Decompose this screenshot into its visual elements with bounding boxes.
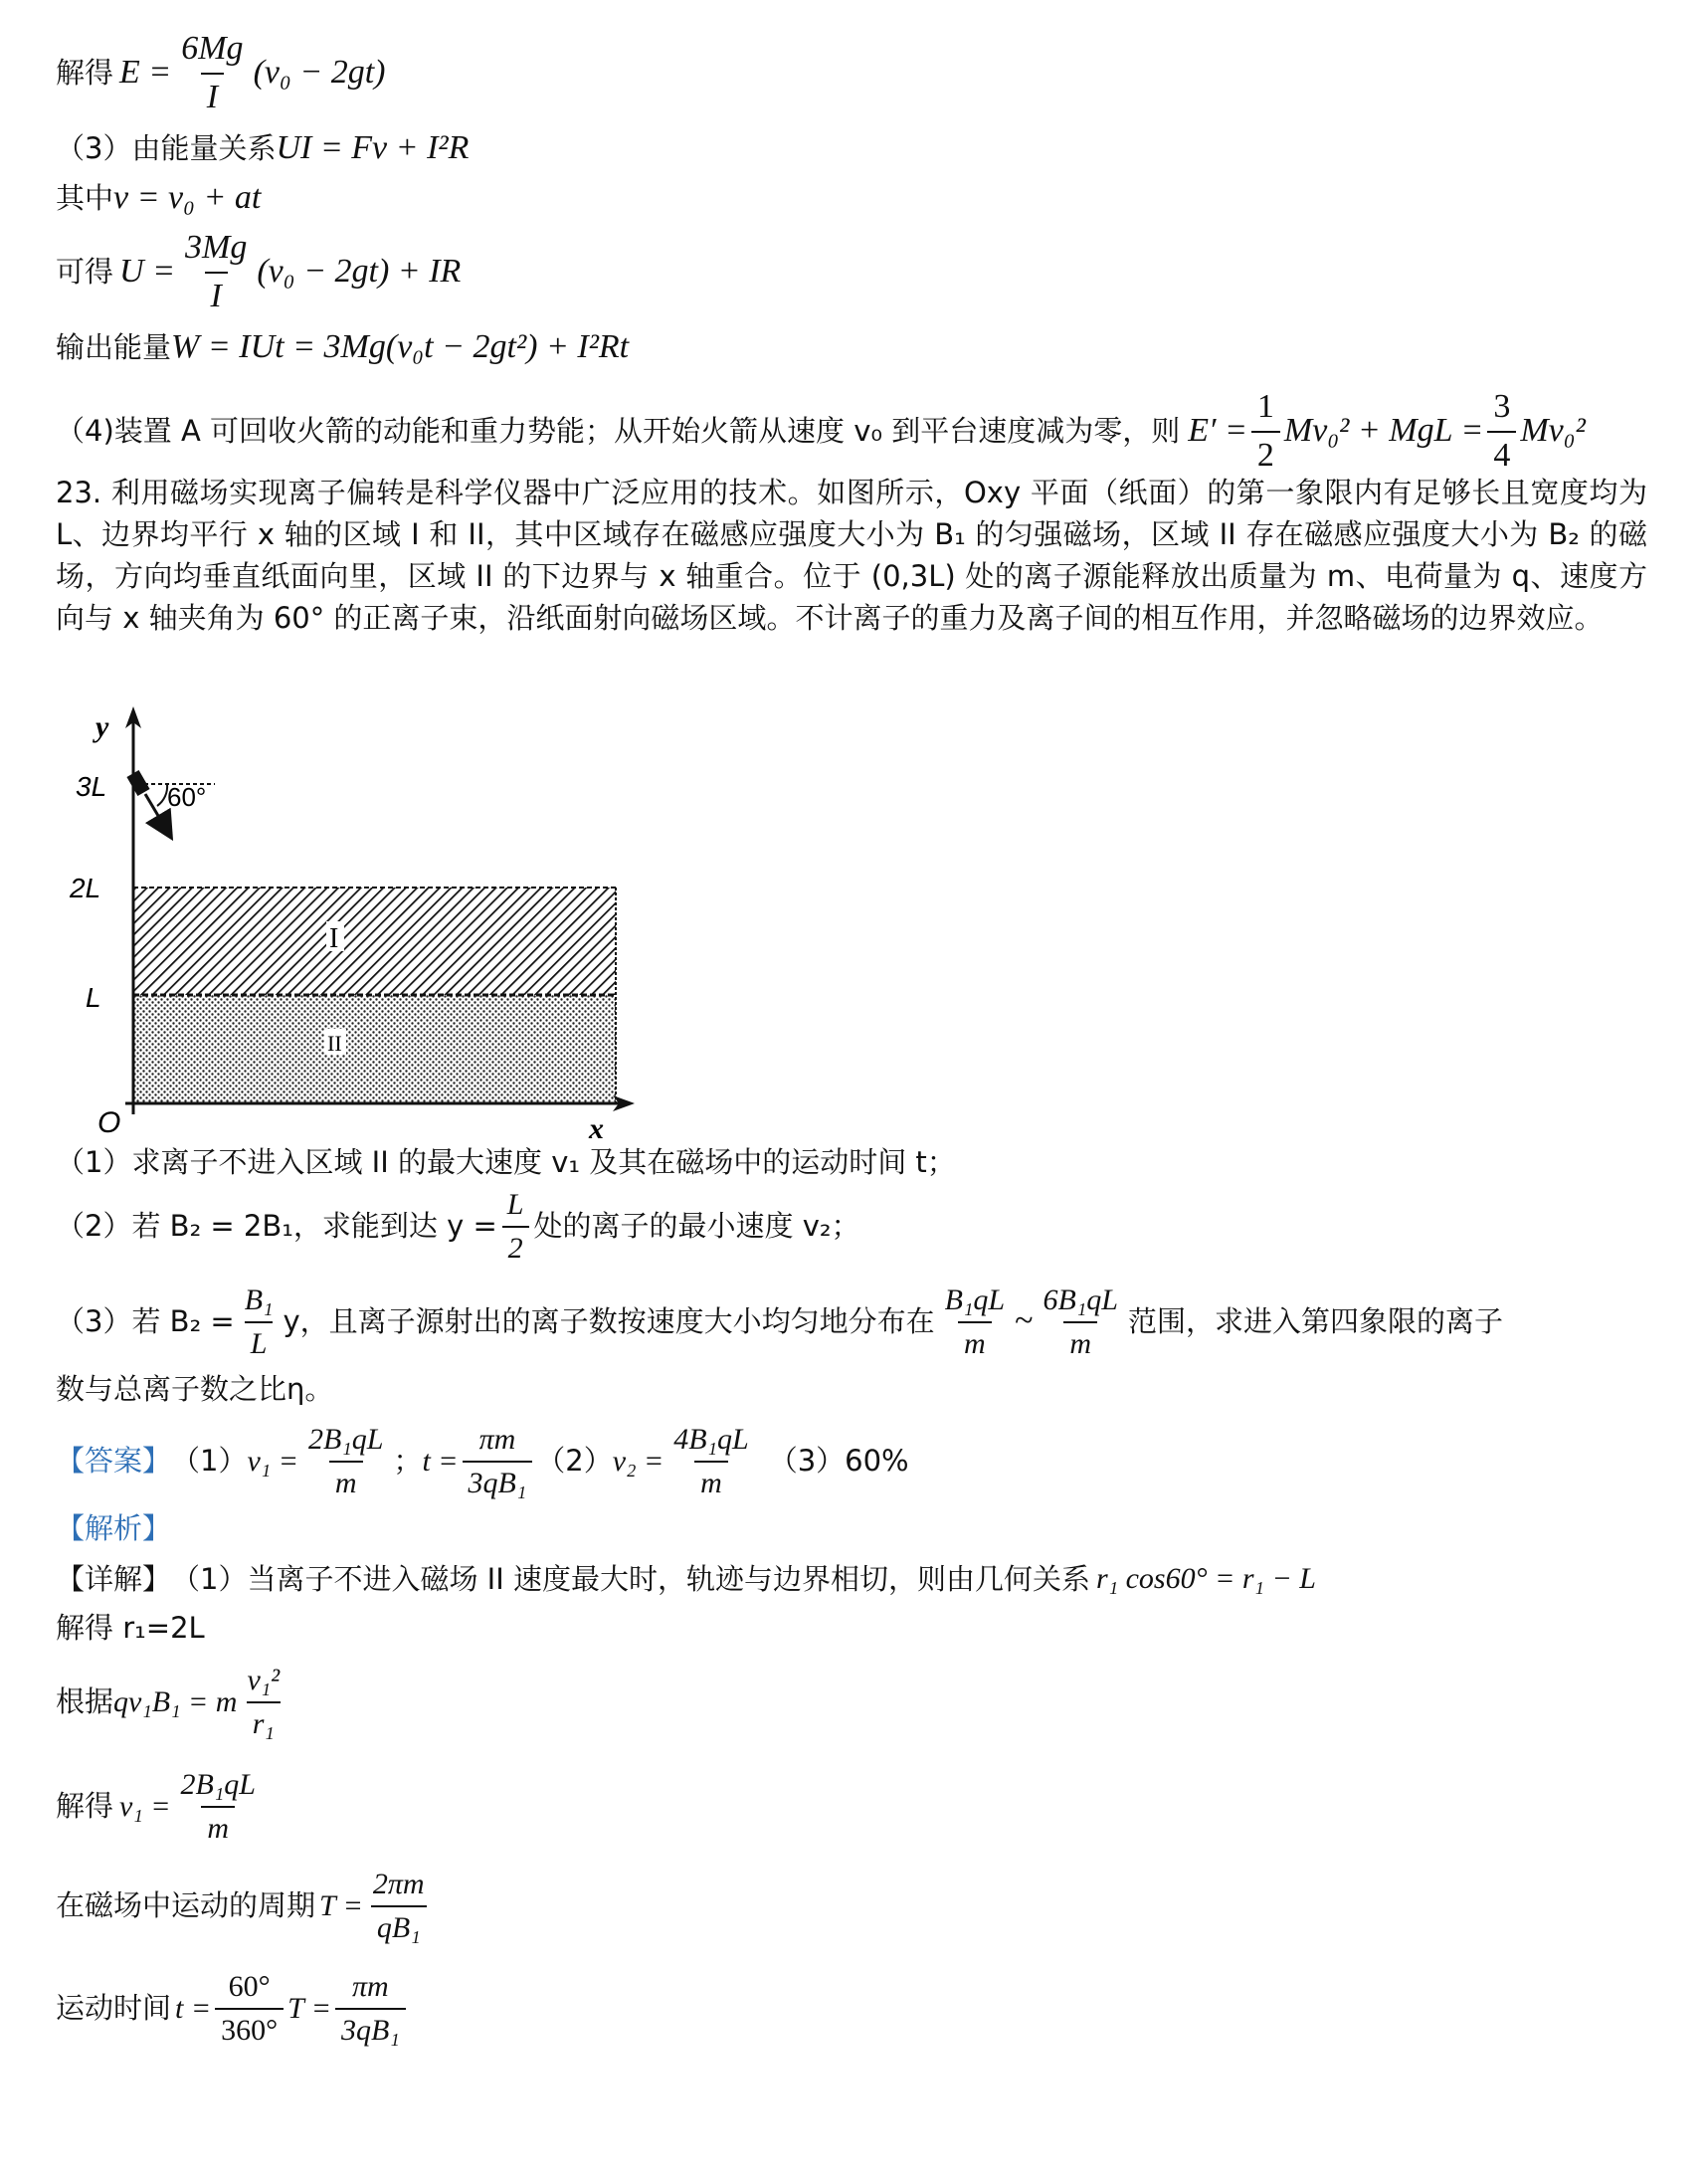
detail-line-4 — [56, 1766, 266, 1847]
text: 解得 r₁=2L — [56, 1611, 205, 1645]
text: 处的离子的最小速度 v₂； — [533, 1209, 860, 1244]
solution-line-1 — [56, 28, 386, 118]
text: 可得 — [56, 255, 114, 290]
fraction — [939, 1282, 1011, 1362]
math: r₁ cos60° = r₁ − L — [1096, 1562, 1316, 1595]
numerator: 6Mg — [181, 30, 244, 67]
fraction — [463, 1421, 533, 1501]
math: v₁ = — [119, 1789, 171, 1823]
math: t = — [422, 1444, 459, 1478]
fraction — [179, 227, 253, 317]
math: Mv₀² — [1520, 412, 1586, 450]
fraction — [1038, 1282, 1124, 1362]
detail-line-2 — [56, 1610, 205, 1646]
fraction — [239, 1282, 280, 1362]
fraction — [1487, 386, 1516, 477]
fraction — [667, 1421, 754, 1501]
numerator: v₁² — [247, 1664, 281, 1696]
fraction — [175, 28, 249, 118]
math: ~ — [1015, 1302, 1034, 1340]
solution-line-5 — [56, 326, 629, 369]
numerator: 1 — [1256, 388, 1274, 425]
math: U = — [119, 253, 176, 291]
math: T = — [287, 1991, 331, 2025]
denominator: m — [958, 1321, 992, 1363]
solution-line-2 — [56, 127, 469, 170]
text: 数与总离子数之比η。 — [56, 1372, 334, 1406]
tick-L: L — [86, 982, 101, 1013]
text: （2）若 B₂ = 2B₁，求能到达 y = — [56, 1209, 497, 1244]
numerator: 2B₁qL — [307, 1423, 384, 1456]
region-2-label: II — [327, 1031, 342, 1056]
text: y，且离子源射出的离子数按速度大小均匀地分布在 — [283, 1304, 935, 1339]
fraction — [335, 1968, 406, 2049]
solution-line-3 — [56, 177, 261, 220]
math: UI = Fv + I²R — [276, 129, 470, 166]
fraction — [241, 1662, 285, 1742]
math: v₂ = — [612, 1444, 664, 1478]
fraction — [1251, 386, 1280, 477]
text: （3）由能量关系 — [56, 131, 277, 166]
numerator: 2πm — [372, 1868, 425, 1900]
analysis-label-line — [56, 1510, 171, 1546]
math: (v₀ − 2gt) + IR — [257, 253, 462, 291]
detail-line-3 — [56, 1662, 289, 1742]
denominator: I — [205, 272, 228, 318]
angle-label: 60° — [167, 782, 207, 812]
detail-label: 【详解】 — [56, 1561, 172, 1596]
numerator: B₁qL — [944, 1284, 1006, 1316]
denominator: 4 — [1487, 431, 1516, 478]
denominator: m — [201, 1806, 235, 1848]
text: （1）求离子不进入区域 II 的最大速度 v₁ 及其在磁场中的运动时间 t； — [56, 1145, 956, 1179]
solution-line-4 — [56, 227, 461, 317]
math: qv₁B₁ = m — [113, 1684, 238, 1718]
detail-line-1 — [56, 1560, 1316, 1598]
text: （2） — [536, 1444, 613, 1479]
x-axis-label: x — [589, 1112, 604, 1144]
math: E = — [119, 54, 172, 92]
text: ； — [393, 1444, 423, 1479]
denominator: 2 — [502, 1226, 529, 1268]
text: 解得 — [56, 56, 114, 91]
denominator: 2 — [1251, 431, 1280, 478]
math: T = — [319, 1888, 363, 1922]
text: 根据 — [56, 1684, 114, 1719]
question-3-line-2 — [56, 1371, 333, 1407]
origin-label: O — [97, 1106, 121, 1139]
denominator: m — [1063, 1321, 1097, 1363]
math: v = v₀ + at — [113, 179, 262, 216]
answer-line — [56, 1421, 909, 1501]
numerator: L — [506, 1188, 524, 1221]
text: 运动时间 — [56, 1991, 172, 2026]
region-2 — [133, 995, 616, 1103]
text: 输出能量 — [56, 330, 172, 365]
detail-line-5 — [56, 1866, 435, 1946]
numerator: 2B₁qL — [180, 1768, 256, 1801]
tick-3L: 3L — [76, 771, 107, 802]
text: 其中 — [56, 181, 114, 216]
region-1-label: I — [329, 923, 339, 954]
fraction — [175, 1766, 262, 1847]
fraction — [302, 1421, 389, 1501]
numerator: 6B₁qL — [1043, 1284, 1118, 1316]
denominator: 360° — [215, 2008, 284, 2050]
math: W = IUt = 3Mg(v₀t − 2gt²) + I²Rt — [171, 328, 630, 365]
region-1 — [133, 888, 616, 995]
math: Mv₀² + MgL = — [1283, 412, 1484, 450]
detail-line-6 — [56, 1968, 410, 2049]
angle-arc — [157, 784, 167, 806]
fraction — [367, 1866, 431, 1946]
y-axis-label: y — [95, 710, 109, 743]
denominator: 3qB₁ — [463, 1461, 533, 1502]
denominator: r₁ — [247, 1701, 281, 1743]
numerator: 3 — [1493, 388, 1511, 425]
tick-2L: 2L — [70, 873, 101, 903]
magnetic-field-figure — [56, 696, 653, 1144]
text: （3）若 B₂ = — [56, 1304, 235, 1339]
text: （1） — [171, 1444, 248, 1479]
fraction — [501, 1186, 530, 1267]
math: t = — [175, 1991, 212, 2025]
numerator: B₁ — [244, 1284, 274, 1316]
math: v₁ = — [247, 1444, 298, 1478]
denominator: m — [694, 1461, 728, 1502]
question-1 — [56, 1144, 956, 1180]
text: （3）60% — [768, 1444, 909, 1479]
text: （1）当离子不进入磁场 II 速度最大时，轨迹与边界相切，则由几何关系 — [171, 1561, 1091, 1596]
text: 在磁场中运动的周期 — [56, 1888, 316, 1923]
denominator: qB₁ — [371, 1905, 427, 1947]
denominator: I — [201, 73, 224, 119]
text: 范围，求进入第四象限的离子 — [1127, 1304, 1503, 1339]
question-3 — [56, 1282, 1503, 1362]
text: （4)装置 A 可回收火箭的动能和重力势能；从开始火箭从速度 v₀ 到平台速度减为零，则 — [56, 414, 1181, 449]
denominator: 3qB₁ — [335, 2008, 406, 2050]
problem-statement: 23. 利用磁场实现离子偏转是科学仪器中广泛应用的技术。如图所示，Oxy 平面（纸面）的第一象限内有足够长且宽度均为 L、边界均平行 x 轴的区域 I 和 II，其中区域存在磁感应强度大小为 B₁ 的匀强磁场，区域 II 存在磁感应强度大小为 B₂ 的磁场，方向均垂直纸面向里，区域 II 的下边界与 x 轴重合。位于 (0,3L) 处的离子源能释放出质量为 m、电荷量为 q、速度方向与 x 轴夹角为 60° 的正离子束，沿纸面射向磁场区域。不计离子的重力及离子间的相互作用，并忽略磁场的边界效应。 — [56, 476, 1647, 635]
numerator: 3Mg — [185, 229, 248, 266]
analysis-label: 【解析】 — [56, 1511, 172, 1545]
math: E′ = — [1188, 412, 1247, 450]
denominator: L — [245, 1321, 274, 1363]
fraction — [215, 1968, 284, 2049]
numerator: πm — [352, 1970, 389, 2003]
question-2 — [56, 1186, 860, 1267]
math: (v₀ − 2gt) — [253, 54, 386, 92]
numerator: πm — [478, 1423, 516, 1456]
text: 解得 — [56, 1789, 114, 1824]
denominator: m — [329, 1461, 363, 1502]
solution-line-6 — [56, 386, 1586, 477]
numerator: 4B₁qL — [673, 1423, 749, 1456]
numerator: 60° — [228, 1970, 271, 2003]
answer-label: 【答案】 — [56, 1444, 172, 1479]
